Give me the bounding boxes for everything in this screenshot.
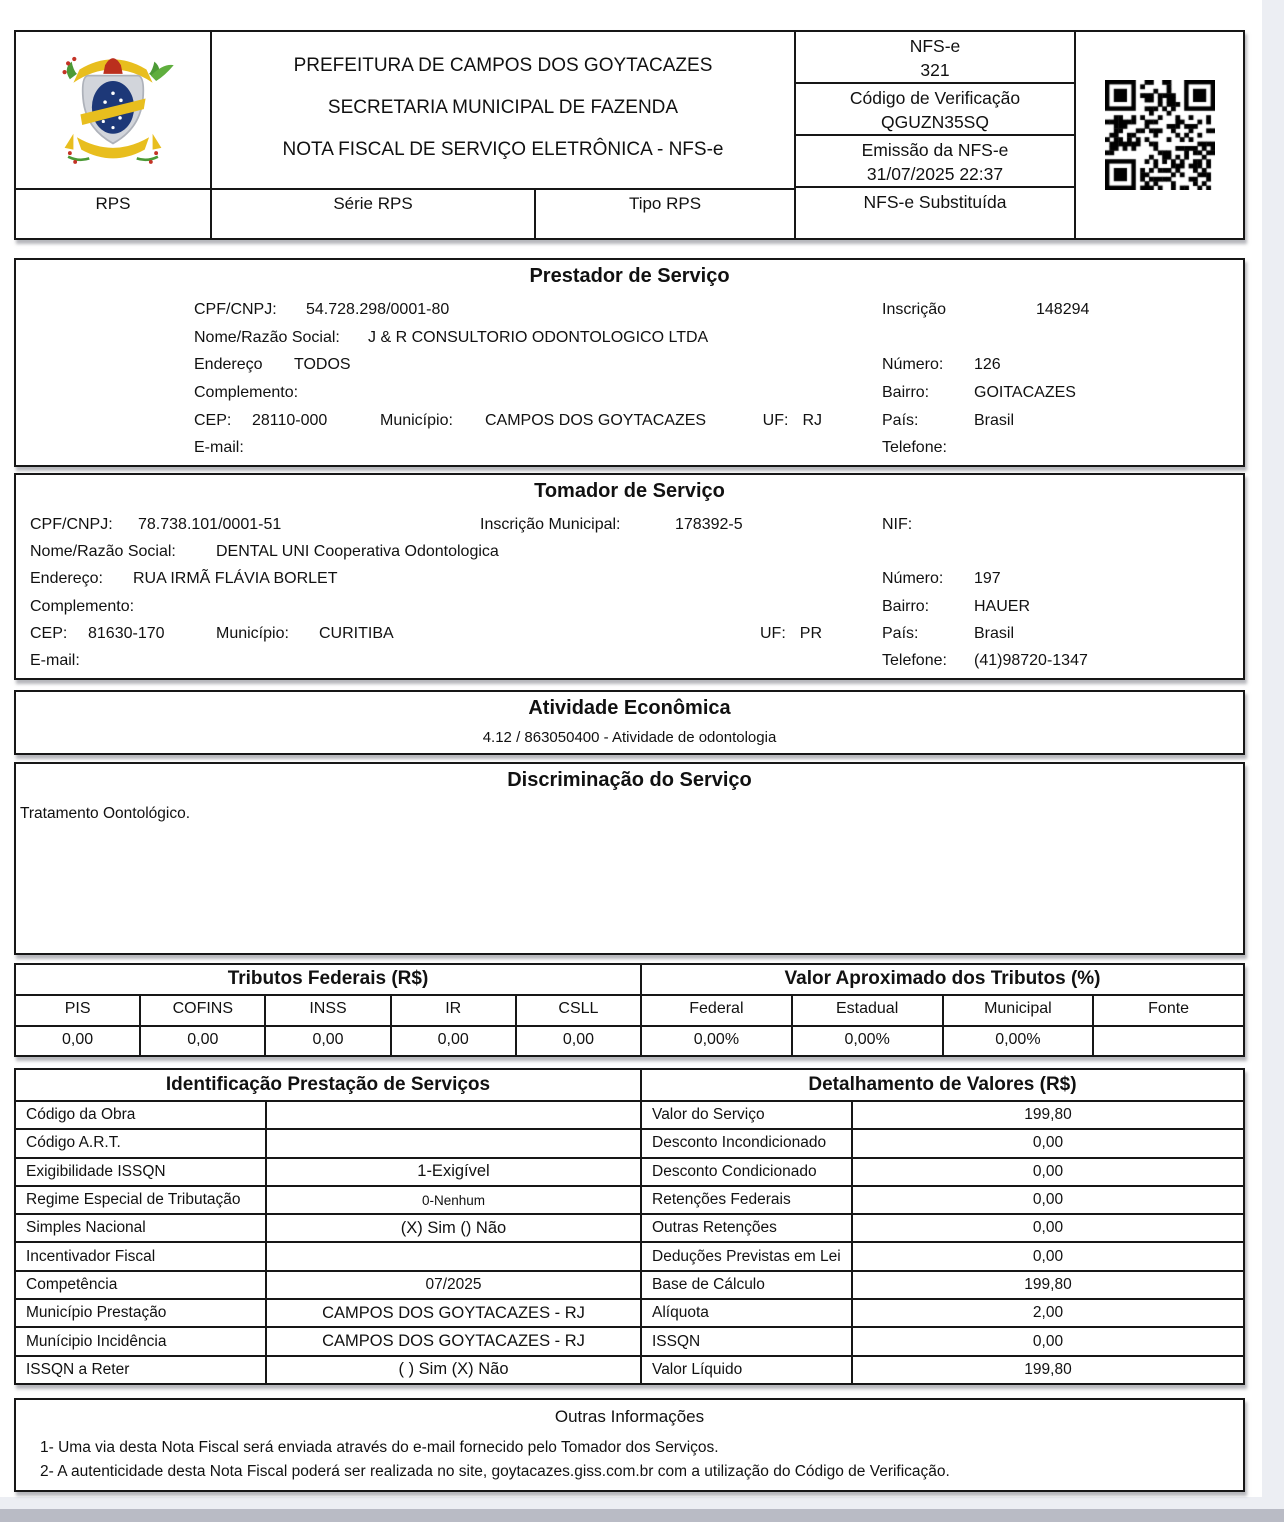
row-value	[267, 1102, 640, 1128]
row-value: 0,00	[1032, 1134, 1064, 1152]
tomador-pais-label: País:	[882, 624, 919, 642]
val-estadual: 0,00%	[791, 1027, 942, 1056]
prestador-numero-label: Número:	[882, 356, 944, 374]
col-fonte: Fonte	[1092, 996, 1243, 1025]
tributos-federais-values	[16, 1027, 640, 1056]
row-label: Competência	[16, 1272, 267, 1298]
outras-informacoes-section	[14, 1398, 1245, 1492]
atividade-title: Atividade Econômica	[528, 697, 731, 719]
val-csll: 0,00	[515, 1027, 640, 1056]
atividade-section	[14, 690, 1245, 755]
val-cofins: 0,00	[139, 1027, 264, 1056]
prestador-municipio-label: Município:	[380, 411, 453, 429]
prestador-inscricao-value: 148294	[1036, 300, 1090, 318]
prestador-bairro-value: GOITACAZES	[974, 383, 1076, 401]
identificacao-detalhamento-section	[14, 1068, 1245, 1385]
discriminacao-section	[14, 762, 1245, 955]
tomador-nif-label: NIF:	[882, 515, 913, 533]
detalhamento-table	[640, 1070, 1243, 1383]
verification-code: QGUZN35SQ	[881, 112, 989, 132]
tomador-cpf-label: CPF/CNPJ:	[30, 515, 113, 533]
tomador-bairro-label: Bairro:	[882, 597, 930, 615]
row-value: CAMPOS DOS GOYTACAZES - RJ	[322, 1303, 585, 1322]
tomador-row-complemento	[30, 593, 1239, 620]
prestador-cep-value: 28110-000	[252, 411, 328, 429]
row-value	[267, 1130, 640, 1156]
header-section	[14, 30, 1245, 240]
row-label: Exigibilidade ISSQN	[16, 1159, 267, 1185]
document-title	[212, 32, 794, 188]
row-label: Munícipio Incidência	[16, 1328, 267, 1354]
nfse-number: 321	[920, 60, 950, 80]
row-label: Simples Nacional	[16, 1215, 267, 1241]
table-row	[642, 1159, 1243, 1187]
prestador-row-email	[30, 434, 1239, 462]
prestador-email-label: E-mail:	[194, 439, 244, 457]
row-label: Desconto Incondicionado	[642, 1130, 853, 1156]
prestador-uf-value: RJ	[802, 411, 822, 429]
val-municipal: 0,00%	[942, 1027, 1093, 1056]
col-pis: PIS	[64, 1000, 91, 1017]
tipo-rps-label: Tipo RPS	[628, 194, 702, 213]
tomador-pais-value: Brasil	[974, 624, 1015, 642]
table-row	[16, 1300, 640, 1328]
prestador-numero-value: 126	[974, 356, 1001, 374]
tomador-telefone-value: (41)98720-1347	[974, 652, 1088, 670]
tomador-inscricao-municipal-label: Inscrição Municipal:	[480, 515, 621, 533]
tomador-endereco-label: Endereço:	[30, 570, 103, 588]
row-label: Município Prestação	[16, 1300, 267, 1326]
tomador-municipio-value: CURITIBA	[319, 624, 394, 642]
table-row	[642, 1328, 1243, 1356]
prestador-row-complemento	[30, 379, 1239, 407]
prestador-cpf-value: 54.728.298/0001-80	[306, 300, 450, 318]
tipo-rps-cell	[534, 190, 794, 238]
row-label: ISSQN a Reter	[16, 1357, 267, 1383]
title-column	[210, 32, 794, 238]
prestador-cpf-label: CPF/CNPJ:	[194, 300, 277, 318]
prestador-uf-group	[763, 412, 822, 430]
prestador-section	[14, 258, 1245, 467]
row-label: Valor do Serviço	[642, 1102, 853, 1128]
serie-rps-label: Série RPS	[333, 194, 413, 213]
tomador-uf-group	[760, 625, 822, 643]
row-value: 0,00	[1032, 1162, 1064, 1180]
prestador-nome-label: Nome/Razão Social:	[194, 328, 340, 346]
nfse-info-column	[794, 32, 1074, 238]
outras-title: Outras Informações	[554, 1407, 705, 1426]
nfse-label: NFS-e	[909, 36, 961, 56]
title-line-1: PREFEITURA DE CAMPOS DOS GOYTACAZES	[293, 55, 713, 76]
row-value: 0,00	[1032, 1219, 1064, 1237]
prestador-endereco-label: Endereço	[194, 356, 263, 374]
row-label: Valor Líquido	[642, 1357, 853, 1383]
prestador-inscricao-label: Inscrição	[882, 300, 947, 318]
row-value: (X) Sim () Não	[400, 1218, 507, 1237]
table-row	[642, 1130, 1243, 1158]
tomador-numero-value: 197	[974, 570, 1001, 588]
outras-lines	[16, 1436, 1243, 1484]
title-line-3: NOTA FISCAL DE SERVIÇO ELETRÔNICA - NFS-e	[282, 139, 724, 160]
tributos-federais-headers	[16, 996, 640, 1027]
identificacao-title: Identificação Prestação de Serviços	[16, 1070, 640, 1102]
rps-label: RPS	[95, 194, 131, 213]
prestador-row-endereco	[30, 351, 1239, 379]
prestador-endereco-value: TODOS	[294, 356, 351, 374]
discriminacao-text: Tratamento Oontológico.	[20, 805, 191, 822]
tributos-aproximado-title: Valor Aproximado dos Tributos (%)	[642, 965, 1243, 996]
prestador-pais-label: País:	[882, 411, 919, 429]
prestador-cep-label: CEP:	[194, 411, 232, 429]
col-cofins: COFINS	[139, 996, 264, 1025]
row-label: Deduções Previstas em Lei	[642, 1243, 853, 1269]
table-row	[16, 1187, 640, 1215]
prestador-nome-value: J & R CONSULTORIO ODONTOLOGICO LTDA	[368, 328, 709, 346]
row-value: 199,80	[1024, 1360, 1072, 1378]
row-value: 0-Nenhum	[421, 1192, 486, 1208]
substituted-cell	[796, 188, 1074, 238]
qr-code-icon	[1105, 80, 1215, 190]
tomador-nome-value: DENTAL UNI Cooperativa Odontologica	[216, 542, 499, 560]
row-label: Desconto Condicionado	[642, 1159, 853, 1185]
prestador-telefone-label: Telefone:	[882, 439, 947, 457]
outras-line-2: 2- A autenticidade desta Nota Fiscal poderá ser realizada no site, goytacazes.giss.com.br com a utilização do Código de Verificação.	[40, 1463, 950, 1480]
col-ir: IR	[390, 996, 515, 1025]
table-row	[642, 1102, 1243, 1130]
row-value: 1-Exigível	[417, 1162, 490, 1181]
verification-label: Código de Verificação	[849, 88, 1021, 108]
table-row	[16, 1272, 640, 1300]
row-value: 199,80	[1024, 1275, 1072, 1293]
row-value: 199,80	[1024, 1106, 1072, 1124]
tomador-nome-label: Nome/Razão Social:	[30, 542, 176, 560]
identificacao-table	[16, 1070, 640, 1383]
prestador-municipio-value: CAMPOS DOS GOYTACAZES	[485, 411, 707, 429]
logo-column	[16, 32, 210, 238]
table-row	[642, 1272, 1243, 1300]
tomador-endereco-value: RUA IRMÃ FLÁVIA BORLET	[133, 570, 338, 588]
row-value: 0,00	[1032, 1332, 1064, 1350]
tributos-section	[14, 963, 1245, 1057]
row-label: Base de Cálculo	[642, 1272, 853, 1298]
table-row	[642, 1215, 1243, 1243]
tomador-cep-value: 81630-170	[88, 624, 165, 642]
tomador-email-label: E-mail:	[30, 652, 80, 670]
tomador-title: Tomador de Serviço	[534, 480, 725, 502]
tributos-federais-table	[16, 965, 640, 1055]
col-federal: Federal	[689, 1000, 744, 1017]
coat-of-arms-icon	[47, 44, 179, 176]
tomador-row-cpf	[30, 511, 1239, 538]
row-label: Incentivador Fiscal	[16, 1243, 267, 1269]
row-label: Outras Retenções	[642, 1215, 853, 1241]
col-municipal: Municipal	[942, 996, 1093, 1025]
row-label: Código da Obra	[16, 1102, 267, 1128]
row-value: CAMPOS DOS GOYTACAZES - RJ	[322, 1332, 585, 1351]
prestador-uf-label: UF:	[762, 411, 789, 429]
tomador-bairro-value: HAUER	[974, 597, 1031, 615]
tomador-body	[30, 511, 1239, 675]
tomador-row-endereco	[30, 566, 1239, 593]
tomador-cpf-value: 78.738.101/0001-51	[138, 515, 282, 533]
emission-value: 31/07/2025 22:37	[866, 164, 1004, 184]
verification-code-cell	[796, 84, 1074, 136]
table-row	[16, 1130, 640, 1158]
tomador-section	[14, 473, 1245, 680]
val-inss: 0,00	[264, 1027, 389, 1056]
tributos-aproximado-values	[642, 1027, 1243, 1056]
row-value: ( ) Sim (X) Não	[398, 1360, 509, 1379]
val-federal: 0,00%	[693, 1030, 740, 1048]
tomador-complemento-label: Complemento:	[30, 597, 135, 615]
tomador-row-email	[30, 648, 1239, 675]
prestador-bairro-label: Bairro:	[882, 383, 930, 401]
discriminacao-title: Discriminação do Serviço	[507, 769, 752, 791]
substituted-label: NFS-e Substituída	[863, 192, 1007, 212]
rps-cell	[16, 188, 210, 238]
val-fonte	[1092, 1027, 1243, 1056]
coat-of-arms-logo	[16, 32, 210, 188]
table-row	[16, 1357, 640, 1383]
emission-cell	[796, 136, 1074, 188]
tomador-telefone-label: Telefone:	[882, 652, 947, 670]
row-value: 0,00	[1032, 1247, 1064, 1265]
atividade-value: 4.12 / 863050400 - Atividade de odontologia	[482, 729, 777, 746]
nfse-number-cell	[796, 32, 1074, 84]
table-row	[642, 1300, 1243, 1328]
serie-rps-cell	[212, 190, 534, 238]
prestador-row-nome	[30, 324, 1239, 352]
col-estadual: Estadual	[791, 996, 942, 1025]
row-value	[267, 1243, 640, 1269]
table-row	[642, 1357, 1243, 1383]
col-csll: CSLL	[515, 996, 640, 1025]
table-row	[16, 1159, 640, 1187]
row-value: 0,00	[1032, 1191, 1064, 1209]
row-label: Alíquota	[642, 1300, 853, 1326]
prestador-row-cep	[30, 407, 1239, 435]
prestador-title: Prestador de Serviço	[529, 265, 730, 287]
prestador-body	[30, 296, 1239, 462]
table-row	[16, 1215, 640, 1243]
rps-row	[212, 188, 794, 238]
viewer-bottom-bar	[0, 1509, 1284, 1522]
tomador-cep-label: CEP:	[30, 624, 68, 642]
prestador-complemento-label: Complemento:	[194, 383, 299, 401]
table-row	[642, 1243, 1243, 1271]
row-label: Código A.R.T.	[16, 1130, 267, 1156]
qr-cell	[1074, 32, 1243, 238]
table-row	[16, 1243, 640, 1271]
tomador-uf-label: UF:	[759, 624, 786, 642]
detalhamento-title: Detalhamento de Valores (R$)	[642, 1070, 1243, 1102]
tomador-inscricao-municipal-value: 178392-5	[675, 515, 743, 533]
tomador-municipio-label: Município:	[216, 624, 289, 642]
row-label: ISSQN	[642, 1328, 853, 1354]
col-inss: INSS	[264, 996, 389, 1025]
tomador-row-cep	[30, 620, 1239, 647]
table-row	[16, 1102, 640, 1130]
title-line-2: SECRETARIA MUNICIPAL DE FAZENDA	[327, 97, 679, 118]
prestador-pais-value: Brasil	[974, 411, 1015, 429]
tributos-aproximado-headers	[642, 996, 1243, 1027]
tomador-uf-value: PR	[799, 624, 822, 642]
table-row	[642, 1187, 1243, 1215]
val-ir: 0,00	[390, 1027, 515, 1056]
val-pis: 0,00	[62, 1030, 94, 1048]
emission-label: Emissão da NFS-e	[861, 140, 1009, 160]
outras-line-1: 1- Uma via desta Nota Fiscal será enviada através do e-mail fornecido pelo Tomador dos Serviços.	[40, 1439, 719, 1456]
prestador-row-cpf	[30, 296, 1239, 324]
row-label: Retenções Federais	[642, 1187, 853, 1213]
table-row	[16, 1328, 640, 1356]
row-value: 2,00	[1032, 1304, 1064, 1322]
tributos-federais-title: Tributos Federais (R$)	[16, 965, 640, 996]
tomador-row-nome	[30, 538, 1239, 565]
row-value: 07/2025	[425, 1275, 482, 1293]
row-label: Regime Especial de Tributação	[16, 1187, 267, 1213]
tomador-numero-label: Número:	[882, 570, 944, 588]
tributos-aproximado-table	[640, 965, 1243, 1055]
